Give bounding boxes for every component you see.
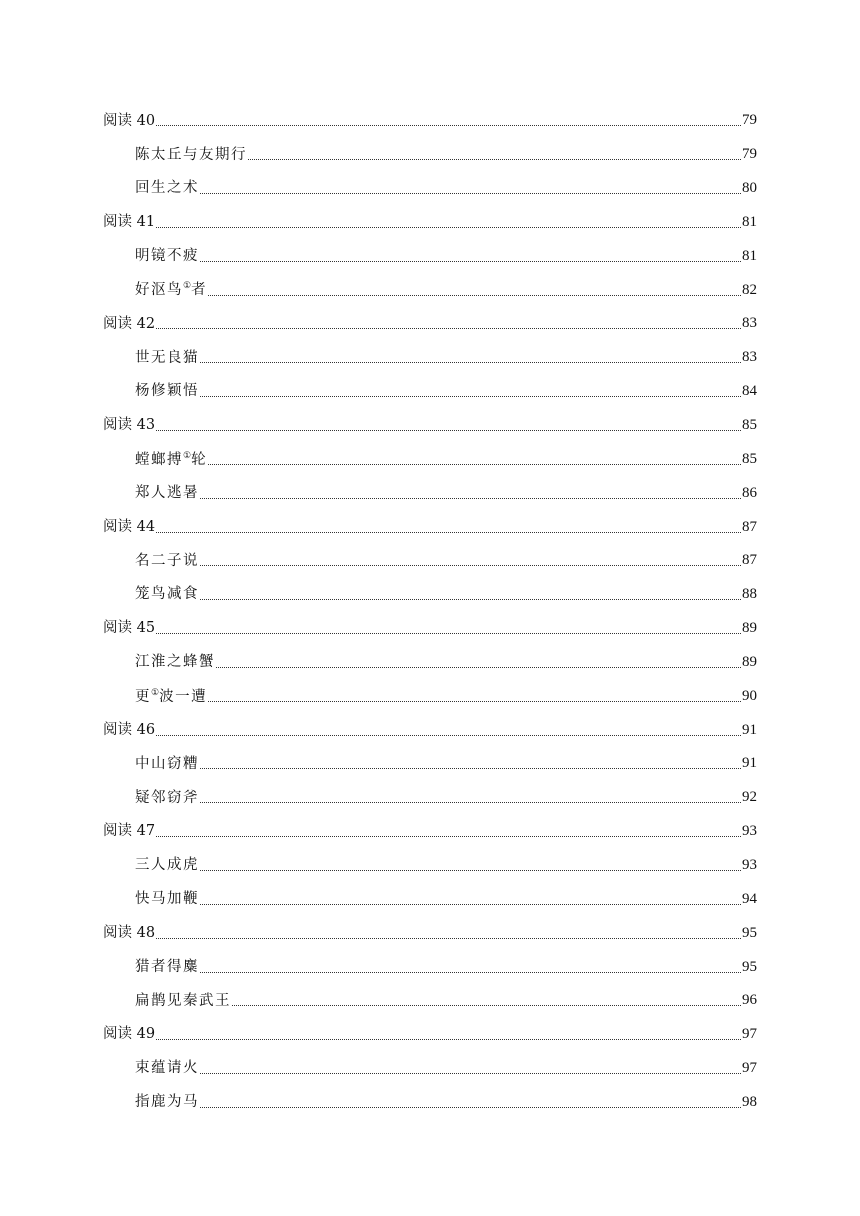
page-number: 81 <box>742 247 757 264</box>
toc-section-entry[interactable] <box>103 510 757 544</box>
dot-leader <box>200 261 741 262</box>
toc-entry-title-text: 笼鸟减食 <box>135 586 199 603</box>
page-number: 95 <box>742 958 757 975</box>
toc-entry-title-text: 猎者得麋 <box>135 958 199 975</box>
toc-entry-title-text: 者 <box>191 282 208 299</box>
toc-entry-title <box>135 960 199 975</box>
toc-section-entry[interactable] <box>103 815 757 849</box>
toc-entry-title-text: 阅读 47 <box>103 823 156 840</box>
toc-section-entry[interactable] <box>103 206 757 240</box>
toc-entry-title <box>103 1027 155 1042</box>
dot-leader <box>156 938 741 939</box>
toc-entry-title <box>135 384 199 399</box>
toc-entry[interactable] <box>103 273 757 307</box>
page-number: 89 <box>742 620 757 637</box>
toc-entry[interactable] <box>103 950 757 984</box>
dot-leader <box>208 295 741 296</box>
toc-entry-title-text: 快马加鞭 <box>135 891 199 908</box>
toc-entry-title-text: 阅读 41 <box>103 214 156 231</box>
dot-leader <box>200 565 741 566</box>
toc-entry-title <box>135 148 247 163</box>
toc-entry[interactable] <box>103 984 757 1018</box>
toc-entry[interactable] <box>103 578 757 612</box>
page-number: 88 <box>742 586 757 603</box>
page-number: 83 <box>742 315 757 332</box>
page-number: 96 <box>742 992 757 1009</box>
dot-leader <box>200 904 741 905</box>
toc-section-entry[interactable] <box>103 612 757 646</box>
toc-entry-title-text: 束蕴请火 <box>135 1060 199 1077</box>
toc-entry-title-text: 阅读 43 <box>103 417 156 434</box>
toc-entry[interactable] <box>103 172 757 206</box>
page-number: 85 <box>742 417 757 434</box>
dot-leader <box>156 328 741 329</box>
dot-leader <box>232 1005 741 1006</box>
toc-entry[interactable] <box>103 747 757 781</box>
toc-entry-title-text: 阅读 40 <box>103 112 156 129</box>
toc-entry[interactable] <box>103 476 757 510</box>
dot-leader <box>200 498 741 499</box>
toc-entry-title-text: 指鹿为马 <box>135 1094 199 1111</box>
toc-entry-title-text: 阅读 44 <box>103 518 156 535</box>
toc-section-entry[interactable] <box>103 1018 757 1052</box>
toc-entry[interactable] <box>103 849 757 883</box>
toc-entry-title <box>135 486 199 501</box>
footnote-marker: ① <box>183 281 192 292</box>
page-number: 87 <box>742 518 757 535</box>
dot-leader <box>200 768 741 769</box>
toc-entry-title <box>103 215 155 230</box>
dot-leader <box>200 870 741 871</box>
page-number: 91 <box>742 755 757 772</box>
toc-entry[interactable] <box>103 375 757 409</box>
toc-section-entry[interactable] <box>103 307 757 341</box>
page-number: 90 <box>742 687 757 704</box>
toc-entry-title-text: 江淮之蜂蟹 <box>135 654 215 671</box>
toc-entry-title <box>135 249 199 264</box>
page-number: 93 <box>742 823 757 840</box>
footnote-marker: ① <box>151 687 160 698</box>
dot-leader <box>208 701 741 702</box>
toc-entry[interactable] <box>103 781 757 815</box>
toc-section-entry[interactable] <box>103 409 757 443</box>
dot-leader <box>200 972 741 973</box>
toc-entry-title <box>135 181 199 196</box>
page-number: 93 <box>742 856 757 873</box>
dot-leader <box>156 430 741 431</box>
toc-entry-title <box>135 1095 199 1110</box>
toc-entry-title <box>103 621 155 636</box>
toc-entry-title-text: 好沤鸟 <box>135 282 183 299</box>
toc-entry-title <box>103 824 155 839</box>
page-number: 80 <box>742 180 757 197</box>
toc-entry-title-text: 三人成虎 <box>135 857 199 874</box>
page-number: 79 <box>742 146 757 163</box>
toc-entry-title <box>103 418 155 433</box>
toc-entry-title-text: 轮 <box>191 451 208 468</box>
dot-leader <box>156 125 741 126</box>
footnote-marker: ① <box>183 450 192 461</box>
page-number: 82 <box>742 281 757 298</box>
toc-entry[interactable] <box>103 341 757 375</box>
page-number: 84 <box>742 383 757 400</box>
toc-entry[interactable] <box>103 1052 757 1086</box>
toc-section-entry[interactable] <box>103 713 757 747</box>
toc-entry[interactable] <box>103 544 757 578</box>
toc-entry[interactable] <box>103 239 757 273</box>
page-number: 85 <box>742 450 757 467</box>
page-number: 98 <box>742 1093 757 1110</box>
toc-entry[interactable] <box>103 442 757 476</box>
page-number: 86 <box>742 484 757 501</box>
dot-leader <box>216 667 741 668</box>
toc-entry-title-text: 阅读 45 <box>103 620 156 637</box>
toc-entry-title <box>135 554 199 569</box>
dot-leader <box>200 362 741 363</box>
toc-section-entry[interactable] <box>103 916 757 950</box>
toc-entry-title-text: 中山窃糟 <box>135 755 199 772</box>
toc-section-entry[interactable] <box>103 104 757 138</box>
toc-entry-title <box>135 791 199 806</box>
page-number: 97 <box>742 1026 757 1043</box>
toc-entry-title <box>135 757 199 772</box>
toc-entry[interactable] <box>103 138 757 172</box>
dot-leader <box>156 633 741 634</box>
dot-leader <box>208 464 741 465</box>
toc-entry-title <box>103 926 155 941</box>
page-number: 79 <box>742 112 757 129</box>
page-number: 87 <box>742 552 757 569</box>
toc-entry-title <box>135 994 231 1009</box>
page-number: 89 <box>742 653 757 670</box>
toc-entry-title <box>135 587 199 602</box>
toc-entry-title-text: 杨修颖悟 <box>135 383 199 400</box>
toc-entry-title-text: 阅读 46 <box>103 721 156 738</box>
page-number: 91 <box>742 721 757 738</box>
table-of-contents <box>103 104 757 1119</box>
dot-leader <box>200 599 741 600</box>
toc-entry-title-text: 明镜不疲 <box>135 248 199 265</box>
page-number: 94 <box>742 890 757 907</box>
toc-entry-title <box>135 351 199 366</box>
toc-entry-title-text: 扁鹊见秦武王 <box>135 992 231 1009</box>
dot-leader <box>200 193 741 194</box>
toc-entry-title <box>135 689 207 705</box>
toc-entry-title-text: 螳螂搏 <box>135 451 183 468</box>
toc-entry[interactable] <box>103 882 757 916</box>
dot-leader <box>156 735 741 736</box>
toc-entry-title <box>135 655 215 670</box>
toc-entry-title-text: 郑人逃暑 <box>135 484 199 501</box>
dot-leader <box>200 1107 741 1108</box>
toc-entry-title <box>135 1061 199 1076</box>
page-number: 83 <box>742 349 757 366</box>
toc-entry[interactable] <box>103 646 757 680</box>
dot-leader <box>156 1039 741 1040</box>
toc-entry-title-text: 回生之术 <box>135 180 199 197</box>
dot-leader <box>156 836 741 837</box>
toc-entry-title <box>135 892 199 907</box>
toc-entry[interactable] <box>103 1085 757 1119</box>
toc-entry-title <box>135 452 207 468</box>
page-number: 97 <box>742 1060 757 1077</box>
toc-entry-title <box>135 282 207 298</box>
toc-entry-title <box>103 317 155 332</box>
toc-entry-title <box>135 858 199 873</box>
toc-entry-title-text: 名二子说 <box>135 552 199 569</box>
dot-leader <box>156 227 741 228</box>
page-number: 81 <box>742 213 757 230</box>
toc-entry-title-text: 阅读 49 <box>103 1026 156 1043</box>
toc-entry-title-text: 疑邻窃斧 <box>135 789 199 806</box>
toc-entry-title <box>103 723 155 738</box>
toc-entry-title-text: 世无良猫 <box>135 349 199 366</box>
toc-entry-title-text: 陈太丘与友期行 <box>135 146 247 163</box>
dot-leader <box>200 396 741 397</box>
toc-entry-title-text: 更 <box>135 688 151 705</box>
dot-leader <box>248 159 741 160</box>
toc-entry[interactable] <box>103 679 757 713</box>
toc-entry-title-text: 阅读 48 <box>103 924 156 941</box>
toc-entry-title <box>103 114 155 129</box>
dot-leader <box>200 802 741 803</box>
dot-leader <box>200 1073 741 1074</box>
toc-entry-title-text: 波一遭 <box>159 688 208 705</box>
dot-leader <box>156 532 741 533</box>
toc-entry-title-text: 阅读 42 <box>103 315 156 332</box>
page-number: 92 <box>742 789 757 806</box>
toc-entry-title <box>103 520 155 535</box>
page-number: 95 <box>742 924 757 941</box>
